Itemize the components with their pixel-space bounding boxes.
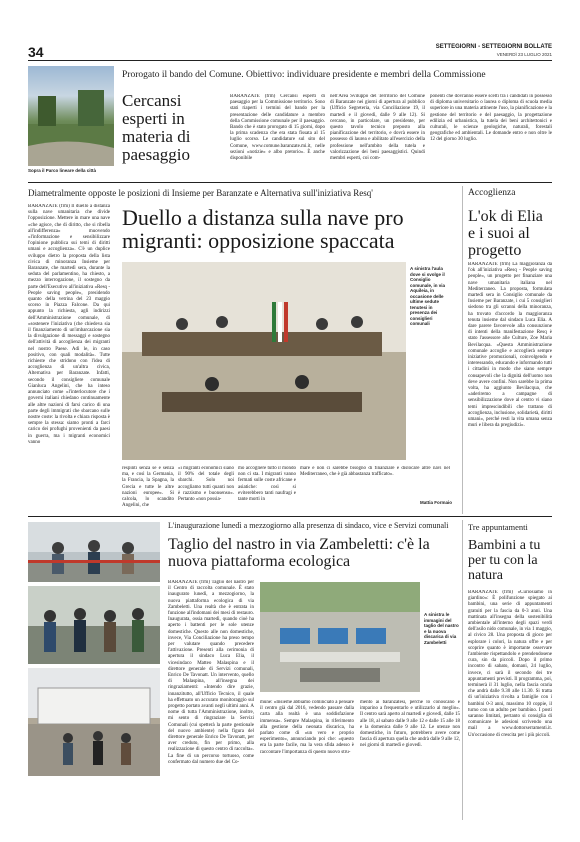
article3-kicker: Accoglienza [468, 188, 516, 198]
article1-photo-caption: Sopra il Parco lineare della città [28, 168, 97, 173]
sidebar-divider [462, 186, 463, 514]
article2-col2: respinti senza se e senza ma, e così la Germania, la Francia, la Spagna, la Grecia e tutte le altre nazioni europee». Si calcola, lo scandito Angelini, che [122, 466, 174, 509]
publication-date: VENERDÌ 23 LUGLIO 2021 [496, 52, 552, 57]
article4-col2: mune: «Insieme abbiamo cominciato a pensare il centro già dal 2016, vedendo passare dalla carta alla realtà è una soddisfazione immensa». Sempre Malaspina, in riferimento alla gestione della neonata discarica, ha parlato come di «un vero e proprio esperimento», annunciando poi che: «questo era la parte facile, ma la vera sfida adesso è raccontare l'importanza di questo nuovo stru- [260, 700, 354, 755]
article4-col3: mento ai baranzatesi, perché lo conoscano e imparino a frequentarlo e utilizzarlo al meglio». Il centro sarà aperto al martedì e giovedì, dalle 15 alle 18, al sabato dalle 9 alle 12 e dalle 15 alle 18 e la domenica dalle 9 alle 12. Le utenze non domestiche, in futuro, potrebbero avere come fascia di apertura quella che andrà dalle 9 alle 12, nei giorni di martedì e giovedì. [360, 700, 460, 749]
article1-col1: BARANZATE (frm) Cercansi esperti di paesaggio per la Commissione territorio. Sono stati riaperti i termini del bando per la presentazione delle candidature a membro della Commissione comunale per il paesaggio. Bando che è stato prorogato di 15 giorni, dopo la prima scadenza che era stata fissata al 15 luglio scorso. Le candidature sul sito del Comune, www.comune.baranzate.mi.it, nelle sezioni «notizie» e albo pretorio». È anche disponibile [230, 94, 325, 162]
article5-body: BARANZATE (frm) «Curiosiamo in giardino»: È polifunzione spiegato ai bambini, una serie di appuntamenti gratuiti per la fascia da 0-3 anni. Una mattinata all'insegna della sostenibilità ambientale all'interno degli spazi verdi dell'asilo nido comunale, in via 1 maggio, al civico 28. Una proposta di gioco per esplorare i colori, la natura offre e per scoprire quanto è importante osservare l'ambiente rispettandolo e prendendosene cura, sin da piccoli. Dopo il primo incontro di sabato, domani, 24 luglio, invece, ci sarà il secondo dei tre appuntamenti previsti. Il programma, poi, terminerà il 31 luglio, nella fascia oraria che andrà dalle 9.30 alle 11.30. Si tratta di un'iniziativa rivolta a famiglie con i bambini 0-3 anni, massimo 10 coppie, il turno con un adulto per bambino. I posti saranno limitati, pertanto si consiglia di comunicare le adesioni scrivendo una mail a www.dottorserramenti.it. Un'occasione di crescita per i più piccoli. [468, 590, 552, 738]
article1-kicker: Prorogato il bando del Comune. Obiettivo: individuare presidente e membri della Commissione [122, 70, 486, 80]
article2-col5: mare e non ci sarebbe bisogno di finanziare e dislocare altre navi nel Mediterraneo, che è già abbastanza trafficato». [300, 466, 450, 478]
article1-col3: ponenti che dovranno essere scelti tra i candidati in possesso di diploma universitario o laurea o diploma di scuola media superiore in una materia attinente l'uso, la pianificazione e la gestione del territorio e del paesaggio, la progettazione edilizia ed urbanistica, la tutela dei beni architettonici e culturali, le scienze geologiche, naturali, forestali geografiche ed ambientali. Le domande entro e non oltre le 12 del giorno 30 luglio. [430, 94, 552, 143]
ribbon-cutting-image [28, 522, 160, 582]
article2-col3: «i migranti economici siano il 90% del totale degli sbarchi. Solo noi accogliamo tutti quanti non è razzismo e buonsenso». Pertanto «non possia- [178, 466, 234, 503]
article2-photo-caption: A sinistra l'aula dove si svolge il Consiglio comunale, in via Aquileia, in occasione delle ultime sedute tenutesi in presenza dei consiglieri comunali [410, 266, 446, 326]
article3-title: L'ok di Elia e i suoi al progetto [468, 208, 543, 259]
article1-photo [28, 66, 114, 166]
article3-body: BARANZATE (frm) La maggioranza dà l'ok all'iniziativa «Resq - People saving people», un progetto per finanziare una nave umanitaria italiana nel Mediterraneo. La proposta, formulata martedì sera in Consiglio comunale da Insieme per Baranzate, i cui 5 consiglieri siedono tra gli scranni della minoranza, ha trovato d'accordo la maggioranza tenuta insieme dal sindaco Luca Elia. A dare parere favorevole alla consunzione di intenti della manifestazione Resq è stato l'assessore alle Culture, Zoe Maria Bevilacqua. «Questa Amministrazione comunale accoglie e accoglierà sempre iniziative promozionali, coinvolgendo e interessando, educando e informando tutti i cittadini in modo che siano sempre consapevoli che la dignità dell'uomo non deve avere confini. Non sarebbe la prima volta, ha aggiunto Bevilacqua, che «aderiremo a campagne di sensibilizzazione dove al centro vi siano temi imprescindibili che trattano di accoglienza, inclusione, solidarietà, diritti umani», perché resti la vita umana senza muri e libera da pregiudizi». [468, 262, 552, 429]
article4-photo-ribbon [28, 522, 160, 582]
article5-title: Bambini a tu per tu con la natura [468, 538, 541, 583]
publication-name: SETTEGIORNI - SETTEGIORNI BOLLATE [435, 44, 552, 50]
officials-group-image [28, 586, 160, 664]
article1-col2: nell'Area Sviluppo del Territorio del Comune di Baranzate nei giorni di apertura al pubblico (Ufficio Segreteria, via Conciliazione 19, il martedì e il giovedì, dalle 9 alle 12). Si cercano, in particolare, un presidente, per questo tavolo tecnico preposto alla pianificazione del territorio, e dovrà essere in possesso di laurea e abilitato all'esercizio della professione nell'ambito della tutela e valorizzazione dei beni paesaggistici. Quindi membri esperti, coi com- [330, 94, 425, 162]
article2-signature: Mattia Formaio [419, 500, 452, 505]
article4-col1: BARANZATE (frm) Taglio del nastro per il Centro di raccolta comunale. È stato inaugurato lunedì, a mezzogiorno, la nuova piattaforma ecologica di via Zambeletti. Una realtà che è entrata in funzione all'indomani dei mesi di restauro. Inaugurata, ossia martedì, quando cioè ha aperto i battenti per le sole utenze domestiche. Questo alle non domestiche, invece, Via Conciliazione ha preso tempo per valutare quando precedere l'attivazione. Presenti alla cerimonia di apertura il sindaco Luca Elia, il vicesindaco Matteo Malaspina e il direttore generale di Servizi comunali, Enrico De Tavonatt. Un intervento, quello di Malaspina, all'insegna dei ringraziamenti: «Intendo dire grazie, innanzitutto, all'Ufficio Tecnico, il quale ha effettuato un accurato monitoraggio sul progetto portato avanti negli ultimi anni. A nome di tutta l'Amministrazione, inoltre, mi sento di ringraziare la Servizi Comunali (cui spetterà la parte gestionale del nuovo ambiente) nella figura del direttore generale Enrico De Tavonatt, per aver creduto, fin per primo, alla realizzazione di questo centro di raccolta». La fine di un percorso tortuoso, come confermato dal numero due del Co- [168, 580, 254, 765]
article4-title: Taglio del nastro in via Zambeletti: c'è la nuova piattaforma ecologica [168, 536, 430, 570]
article4-photo-site [28, 668, 160, 776]
article4-kicker: L'inaugurazione lunedì a mezzogiorno alla presenza di sindaco, vice e Servizi comunali [168, 521, 449, 530]
council-room-image [122, 262, 406, 460]
article2-title: Duello a distanza sulla nave pro migranti: opposizione spaccata [122, 205, 404, 253]
article2-col4: mo accogliere tutto il mondo non ci sta. I migranti vanno fermati sulle coste africane e asiatiche: così si eviterebbero tanti naufragi e tante morti in [238, 466, 296, 503]
sidebar-divider-2 [462, 520, 463, 820]
article2-kicker: Diametralmente opposte le posizioni di Insieme per Baranzate e Alternativa sull'iniziativa Resq' [28, 188, 373, 198]
collection-site-image [28, 668, 160, 776]
page-number: 34 [28, 44, 44, 60]
article4-photo-caption: A sinistra le immagini del taglio del nastro e la nuova discarica di via Zambeletti [424, 612, 459, 645]
article1-title: Cercansi esperti in materia di paesaggio [122, 91, 191, 164]
park-image [28, 66, 114, 166]
article2-photo [122, 262, 406, 460]
article4-photo-aerial [260, 582, 420, 692]
section-rule-2 [28, 516, 552, 517]
article2-col1: BARANZATE (frm) Il duello a distanza sulla nave umanitaria che divide l'opposizione. Mettere in mare una nave «che agisce, che di diritto, che si ribella all'indifferenza» muovendo «l'informazione e sensibilizzare l'opinione pubblica sui temi di diritti umani e accoglienza». C'è un duplice sviluppo dietro la proposta della lista civica di minoranza Insieme per Baranzate, che martedì sera, durante la seduta del parlamentino, ha chiesto, a mezzo interrogazione, il sostegno da parte dell'Esecutivo all'iniziativa «Resq - People saving people», presidendo quanto della vetrina del 23 maggio scorso in Piazza Falcone. Da qui appunto la richiesta, agli indirizzi dell'Amministrazione comunale, di «sostenere l'iniziativa (che chiedeva sia il finanziamento di un'imbarcazione sia la divulgazione di messaggi e sostegno dell'attività di accoglienza dei migranti nel nostro Paese. Adì le, in caso positivo, con quali modalità». Tutte richieste che stridono con l'idea di accoglienza di un'altra civica, Alternativa per Baranzate. Infatti, secondo il consigliere comunale Gianluca Angelini, che ha inteso annunciato come «l'interlocutore che i governi italiani chiedano continuamente alle altre nazioni di farsi carico di una parte degli immigrati che sbarcano sulle nostre coste: la rivolta e chiara risposta è sempre la stessa: siamo pronti a farci carico dei profughi provenienti da paesi in guerra, ma i migranti economici vanno [28, 204, 110, 445]
article4-photo-group [28, 586, 160, 664]
header-rule [28, 60, 552, 61]
article5-kicker: Tre appuntamenti [468, 522, 528, 532]
section-rule-1 [28, 182, 552, 183]
aerial-platform-image [260, 582, 420, 692]
